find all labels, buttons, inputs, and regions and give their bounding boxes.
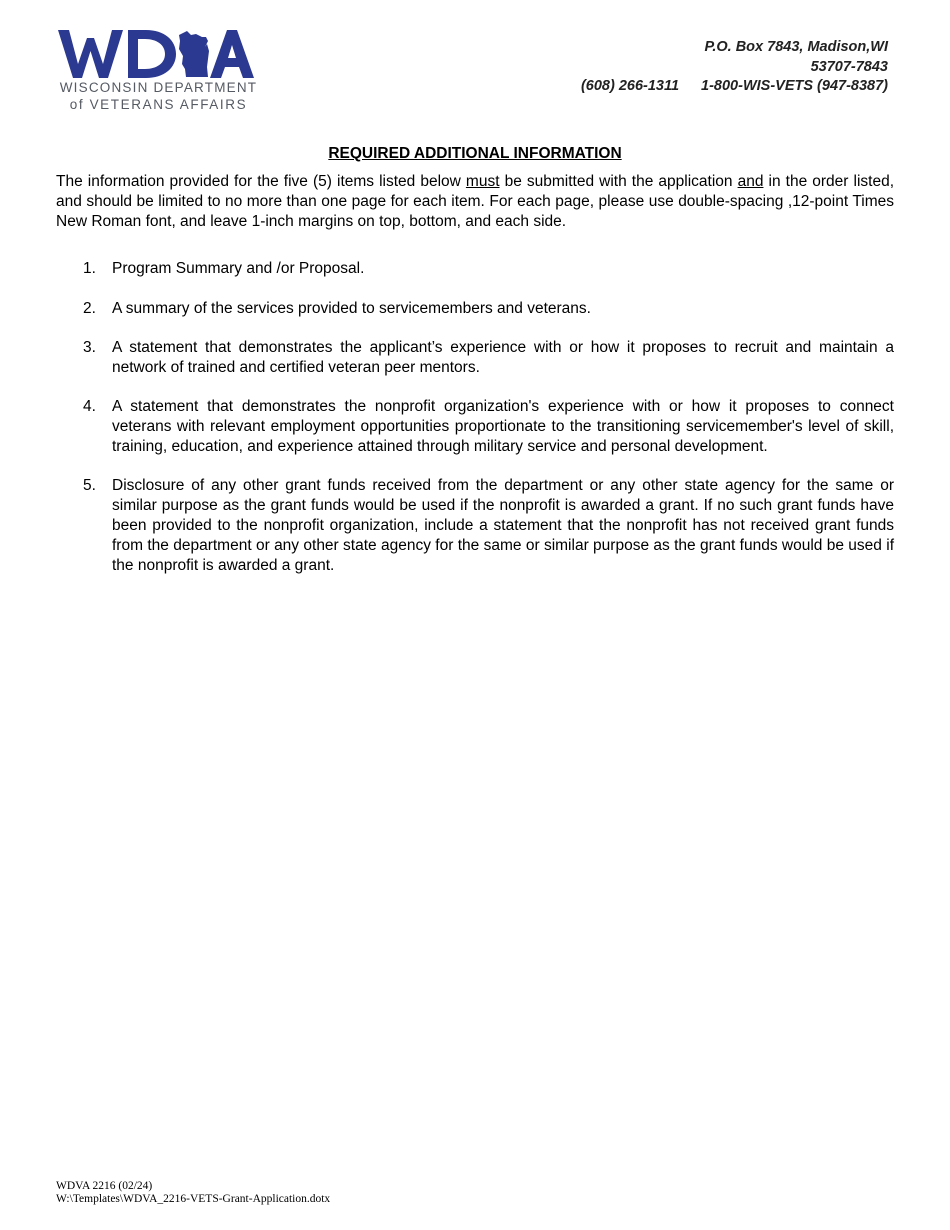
logo-letter-w xyxy=(58,30,123,78)
footer xyxy=(56,1180,330,1206)
item-text: Disclosure of any other grant funds received from the department or any other state agency for the same or similar purpose as the grant funds would be used if the nonprofit is awarded a grant. If no such grant funds have been provided to the nonprofit organization, include a statement that the nonprofit has not received grant funds from the department or any other state agency for the same or similar purpose as the grant funds would be used if the nonprofit is awarded a grant. xyxy=(112,477,894,574)
logo-letter-d xyxy=(128,30,176,78)
required-items-list xyxy=(56,259,894,576)
item-text: A statement that demonstrates the applicant’s experience with or how it proposes to recruit and maintain a network of trained and certified veteran peer mentors. xyxy=(112,339,894,376)
list-item xyxy=(56,259,894,279)
address-line-2: 53707-7843 xyxy=(810,58,888,75)
list-item xyxy=(56,476,894,576)
address-line-1: P.O. Box 7843, Madison,WI xyxy=(704,39,888,55)
list-item xyxy=(56,338,894,378)
file-path: W:\Templates\WDVA_2216-VETS-Grant-Application.dotx xyxy=(56,1193,331,1205)
wdva-logo xyxy=(56,26,261,116)
wisconsin-state-outline-icon xyxy=(179,31,209,77)
intro-paragraph: The information provided for the five (5) items listed below must be submitted with the application and in the order listed, and should be limited to no more than one page for each item. For each page, please use double-spacing ,12-point Times New Roman font, and leave 1-inch margins on top, bottom, and each side. xyxy=(56,173,895,230)
item-text: A statement that demonstrates the nonprofit organization's experience with or how it proposes to connect veterans with relevant employment opportunities proportionate to the transitioning servicemember's level of skill, training, education, and experience attained through military service and personal development. xyxy=(112,398,894,455)
logo-line-2: of VETERANS AFFAIRS xyxy=(69,97,248,112)
item-number: 1. xyxy=(83,260,96,277)
item-number: 4. xyxy=(83,398,96,415)
list-item xyxy=(56,397,894,457)
page-title: REQUIRED ADDITIONAL INFORMATION xyxy=(328,145,622,162)
phone-numbers xyxy=(581,77,888,97)
item-text: Program Summary and /or Proposal. xyxy=(112,260,365,277)
logo-line-1: WISCONSIN DEPARTMENT xyxy=(59,80,258,95)
wdva-wordmark xyxy=(56,26,261,82)
phone-local: (608) 266-1311 xyxy=(580,78,680,94)
emphasis-must: must xyxy=(465,173,500,190)
emphasis-and: and xyxy=(737,173,764,190)
item-number: 5. xyxy=(83,477,96,494)
list-item xyxy=(56,299,894,319)
form-id: WDVA 2216 (02/24) xyxy=(56,1180,153,1192)
contact-block xyxy=(581,38,888,97)
phone-tollfree: 1-800-WIS-VETS (947-8387) xyxy=(701,78,888,94)
item-text: A summary of the services provided to servicemembers and veterans. xyxy=(112,300,591,317)
item-number: 3. xyxy=(83,339,96,356)
item-number: 2. xyxy=(83,300,96,317)
